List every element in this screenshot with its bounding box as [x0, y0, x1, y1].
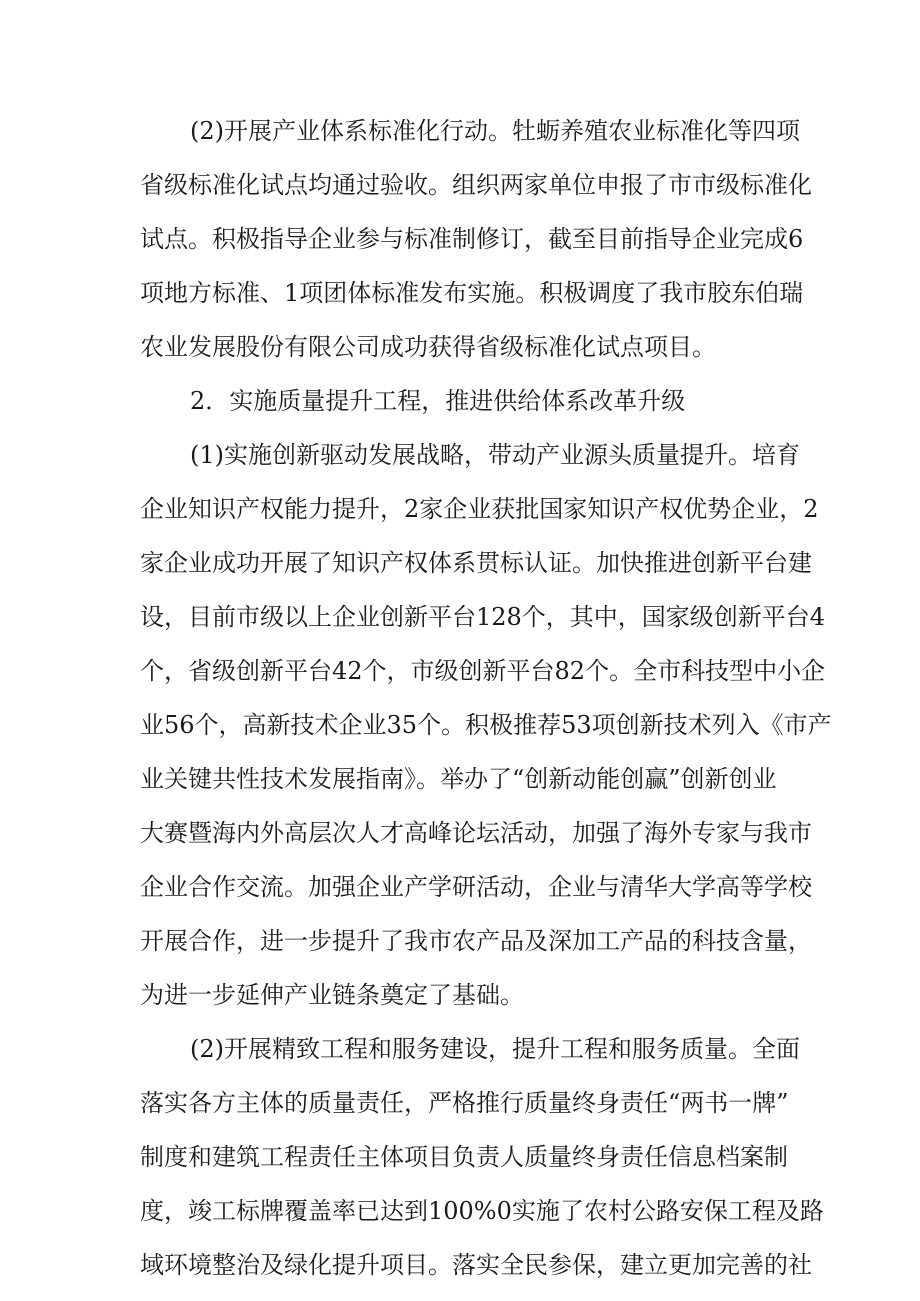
text-line: (1)实施创新驱动发展战略，带动产业源头质量提升。培育 — [190, 441, 800, 469]
text-line: 度，竣工标牌覆盖率已达到100%0实施了农村公路安保工程及路 — [140, 1197, 824, 1225]
text-line: 农业发展股份有限公司成功获得省级标准化试点项目。 — [140, 333, 716, 361]
section-heading: 2．实施质量提升工程，推进供给体系改革升级 — [190, 387, 686, 415]
text-line: (2)开展精致工程和服务建设，提升工程和服务质量。全面 — [190, 1035, 800, 1063]
text-line: 设，目前市级以上企业创新平台128个，其中，国家级创新平台4 — [140, 603, 826, 631]
text-line: 落实各方主体的质量责任，严格推行质量终身责任“两书一牌” — [140, 1089, 789, 1117]
text-line: 大赛暨海内外高层次人才高峰论坛活动，加强了海外专家与我市 — [140, 819, 812, 847]
text-line: 个，省级创新平台42个，市级创新平台82个。全市科技型中小企 — [140, 657, 826, 685]
text-line: 家企业成功开展了知识产权体系贯标认证。加快推进创新平台建 — [140, 549, 812, 577]
text-line: 企业知识产权能力提升，2家企业获批国家知识产权优势企业，2 — [140, 495, 819, 523]
text-line: 为进一步延伸产业链条奠定了基础。 — [140, 981, 524, 1009]
text-line: 业56个，高新技术企业35个。积极推荐53项创新技术列入《市产 — [140, 711, 832, 739]
text-line: 省级标准化试点均通过验收。组织两家单位申报了市市级标准化 — [140, 171, 812, 199]
text-line: 业关键共性技术发展指南》。举办了“创新动能创赢”创新创业 — [140, 765, 777, 793]
text-line: 开展合作，进一步提升了我市农产品及深加工产品的科技含量， — [140, 927, 812, 955]
text-line: 项地方标准、1项团体标准发布实施。积极调度了我市胶东伯瑞 — [140, 279, 804, 307]
text-line: 制度和建筑工程责任主体项目负责人质量终身责任信息档案制 — [140, 1143, 788, 1171]
text-line: (2)开展产业体系标准化行动。牡蛎养殖农业标准化等四项 — [190, 117, 800, 145]
text-line: 试点。积极指导企业参与标准制修订，截至目前指导企业完成6 — [140, 225, 804, 253]
text-line: 企业合作交流。加强企业产学研活动，企业与清华大学高等学校 — [140, 873, 812, 901]
text-line: 域环境整治及绿化提升项目。落实全民参保，建立更加完善的社 — [140, 1251, 812, 1279]
